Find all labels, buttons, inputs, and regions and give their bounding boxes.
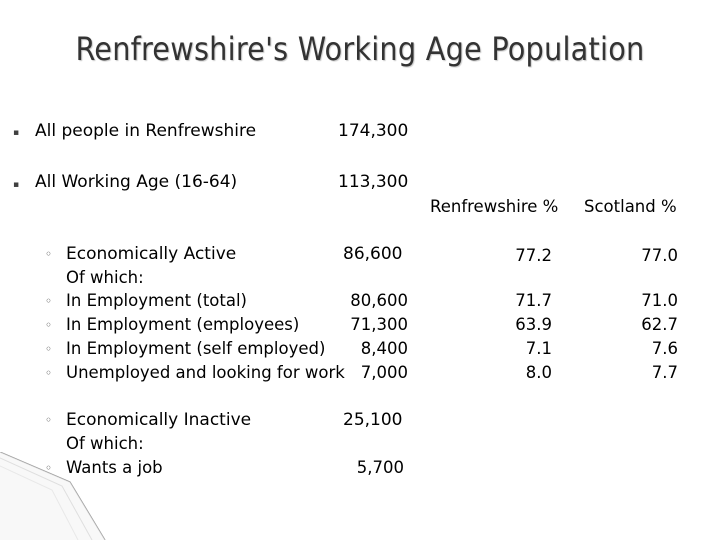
- row-label-employees: In Employment (employees): [66, 315, 300, 334]
- summary-value-all-people: 174,300: [338, 121, 409, 141]
- row-renfrewshire-pct-self-employed: 7.1: [525, 339, 552, 358]
- active-scotland-pct: 77.0: [641, 246, 678, 265]
- inactive-of-which: Of which:: [66, 434, 144, 453]
- row-scotland-pct-unemployed: 7.7: [651, 363, 678, 382]
- inactive-value: 25,100: [343, 410, 403, 430]
- row-label-unemployed: Unemployed and looking for work: [66, 363, 345, 382]
- inactive-label: Economically Inactive: [66, 410, 252, 430]
- ring-bullet-icon: ◦: [45, 461, 53, 475]
- row-renfrewshire-pct-employees: 63.9: [515, 315, 552, 334]
- row-label-employment-total: In Employment (total): [66, 291, 247, 310]
- corner-decoration: [0, 452, 130, 540]
- row-renfrewshire-pct-unemployed: 8.0: [525, 363, 552, 382]
- row-value-employees: 71,300: [350, 315, 408, 334]
- row-scotland-pct-self-employed: 7.6: [651, 339, 678, 358]
- row-value-self-employed: 8,400: [360, 339, 408, 358]
- active-of-which: Of which:: [66, 268, 144, 287]
- row-label-self-employed: In Employment (self employed): [66, 339, 326, 358]
- square-bullet-icon: ▪: [13, 180, 20, 190]
- ring-bullet-icon: ◦: [45, 413, 53, 427]
- active-renfrewshire-pct: 77.2: [515, 246, 552, 265]
- ring-bullet-icon: ◦: [45, 366, 53, 380]
- row-scotland-pct-employment-total: 71.0: [641, 291, 678, 310]
- ring-bullet-icon: ◦: [45, 247, 53, 261]
- row-value-wants-a-job: 5,700: [356, 458, 404, 477]
- active-value: 86,600: [343, 244, 403, 264]
- square-bullet-icon: ▪: [13, 128, 20, 138]
- row-label-wants-a-job: Wants a job: [66, 458, 163, 477]
- page-title: Renfrewshire's Working Age Population: [75, 30, 645, 68]
- row-value-unemployed: 7,000: [360, 363, 408, 382]
- active-label: Economically Active: [66, 244, 237, 264]
- summary-label-all-people: All people in Renfrewshire: [35, 121, 257, 141]
- header-renfrewshire-pct: Renfrewshire %: [430, 197, 559, 216]
- row-renfrewshire-pct-employment-total: 71.7: [515, 291, 552, 310]
- row-value-employment-total: 80,600: [350, 291, 408, 310]
- summary-value-working-age: 113,300: [338, 172, 409, 192]
- header-scotland-pct: Scotland %: [584, 197, 677, 216]
- summary-label-working-age: All Working Age (16-64): [35, 172, 238, 192]
- row-scotland-pct-employees: 62.7: [641, 315, 678, 334]
- ring-bullet-icon: ◦: [45, 294, 53, 308]
- ring-bullet-icon: ◦: [45, 318, 53, 332]
- ring-bullet-icon: ◦: [45, 342, 53, 356]
